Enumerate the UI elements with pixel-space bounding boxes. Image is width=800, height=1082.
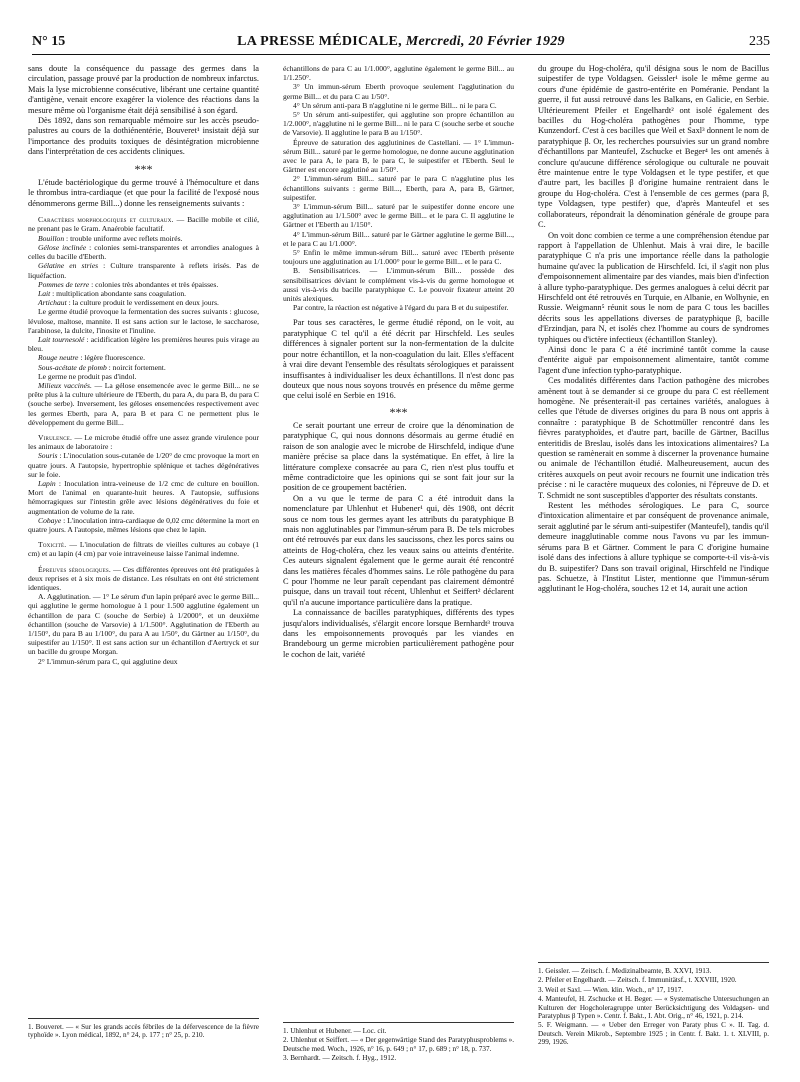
term: Artichaut (38, 298, 67, 308)
text: : colonies très abondantes et très épaisses. (89, 279, 219, 289)
list-item (28, 234, 259, 243)
paragraph: On voit donc combien ce terme a une compréhension étendue par rapport à l'appellation de Uhlenhut. Mais à vrai dire, le bacille paratyphique C n'a pris une importance réelle dans la pathologie humaine qu'avec la publication de Hirschfeld. Ici, il s'agit non plus d'empoisonnement alimentaire par des viandes, mais bien d'infection à allure typho-paratyphique. Des germes analogues à celui décrit par Hirschfeld ont été retrouvés en Turquie, en Albanie, en Wolhynie, en Russie. Weigmann⁵ réunit sous le nom de para C tous les bacilles décrits sous les appellations diverses de paratyphique β, bacille d'Erzindjan, para N, et isolés chez l'homme au cours de syndromes typhiques ou d'ictère infectieux (échantillon Stanley). (538, 230, 769, 344)
list-item (28, 516, 259, 534)
paragraph: 4° Un sérum anti-para B n'agglutine ni le germe Bill... ni le para C. (293, 100, 497, 110)
paragraph: Dès 1892, dans son remarquable mémoire sur les accès pseudo-palustres au cours de la dothiénentérie, Bouveret¹ insistait déjà sur l'importance des produits toxiques de désintégration microbienne dans l'interprétation de ces accidents cliniques. (28, 116, 259, 157)
list-item (28, 261, 259, 279)
paragraph: 4° L'immun-sérum Bill... saturé par le Gärtner agglutine le germe Bill..., et le para C au 1/1.000°. (283, 229, 514, 248)
paragraph: Ces modalités différentes dans l'action pathogène des microbes amènent tout à se demander si ce groupe du para C est réellement homogène. Ne présenterait-il pas certaines variétés, analogues à celles que l'étude de diverses origines du para B nous ont appris à connaître : paratyphique B de Schottmüller rencontré dans les fièvres paratyphoïdes, et d'autre part, bacille de Gärtner, Bacillus enteritidis de Breslau, isolés dans les intoxications alimentaires? La question se ramènerait en somme à discerner la provenance humaine ou animale de l'échantillon étudié. Malheureusement, aucun des critères auxquels on peut avoir recours ne fournit une indication très précise : ni le caractère muqueux des colonies, ni l'épreuve de D. et T. Schmidt ne sont susceptibles d'apporter des résultats constants. (538, 376, 769, 500)
list-item (28, 280, 259, 289)
column-left (28, 64, 259, 666)
footnote: 5. F. Weigmann. — « Ueber den Erreger von Paraty phus C ». II. Tag. d. Deutsch. Verein Mikrob., Septembre 1925 ; in Centr. f. Bakt. 1. t. XLVIII, p. 299, 1926. (538, 1021, 769, 1047)
text: : multiplication abondante sans coagulation. (50, 288, 187, 298)
footnote: 1. Geissler. — Zeitsch. f. Medizinalbeamte, B. XXVI, 1913. (538, 967, 712, 975)
paragraph: Ainsi donc le para C a été incriminé tantôt comme la cause d'entérite aiguë par empoisonnement alimentaire, tantôt comme l'agent d'une infection typho-paratyphique. (538, 344, 769, 375)
journal-name: LA PRESSE MÉDICALE, (237, 34, 402, 49)
paragraph: A. Agglutination. — 1° Le sérum d'un lapin préparé avec le germe Bill... qui agglutine le germe homologue à 1 pour 1.500 agglutine également un échantillon de para C (souche de Serbie) à 1/2000°, et un deuxième échantillon (souche de Varsovie) à 1/1.500°. Agglutination de l'Eberth au 1/150°, du para B au 1/100°, du para A au 1/50°, du Gärtner au 1/150°, du suipestifer au 1/150°. Il est sans action sur un échantillon d'Aertryck et sur un bacille du groupe Morgan. (28, 592, 259, 657)
journal-title-line (32, 34, 770, 50)
section-separator: *** (389, 404, 408, 419)
paragraph: On a vu que le terme de para C a été introduit dans la nomenclature par Uhlenhut et Hubener¹ qui, dès 1908, ont décrit sous ce nom tous les germes ayant les attributs du paratyphique B mais non agglutinables par l'immun-sérum para B. De tels microbes ont été retrouvés par eux dans les saucissons, chez les porcs sains ou atteints de Hog-choléra, chez les veaux sains ou atteints d'entérite. Ces auteurs signalent également que le germe aurait été rencontré dans les matières fécales d'hommes sains. Le rôle pathogène du para C pour l'homme ne leur paraît cependant pas clairement démontré puisque, dans un travail tout récent, Uhlenhut et Seiffert² déclarent qu'il n'a aucune importance particulière dans la pratique. (283, 493, 514, 607)
issue-number: N° 15 (32, 34, 66, 49)
list-item (28, 243, 259, 261)
list-item (28, 353, 259, 362)
text: : noircit fortement. (106, 362, 166, 372)
footnote: 4. Manteufel, H. Zschucke et H. Beger. — « Systematische Untersuchungen an Kulturen der Hogcholeragruppe unter Berücksichtigung des Voldagsen- und Paratyphus β Typen ». Centr. f. Bakt., I. Abt. Orig., n° 46, 1921, p. 214. (538, 995, 769, 1021)
paragraph (28, 215, 259, 233)
section-heading: Épreuves sérologiques. (38, 564, 112, 574)
term: Lait (38, 288, 51, 298)
paragraph: échantillons de para C au 1/1.000°, agglutine également le germe Bill... au 1/1.250°. (283, 64, 514, 83)
text: : acidification légère les premières heures puis virage au bleu. (28, 334, 260, 354)
paragraph: B. Sensibilisatrices. — L'immun-sérum Bill... possède des sensibilisatrices déviant le complément vis-à-vis du germe homologue et aussi vis-à-vis du bacille paratyphique C. Le pouvoir fixateur atteint 20 unités alexiques. (283, 266, 514, 304)
text: : Culture transparente à reflets irisés. Pas de liquéfaction. (28, 261, 259, 280)
paragraph: L'étude bactériologique du germe trouvé à l'hémoculture et dans le thrombus intra-cardiaque (et que pour la facilité de l'exposé nous dénommerons germe Bill...) donne les renseignements suivants : (28, 178, 259, 208)
section-heading: Virulence. (38, 432, 73, 442)
footnote: 2. Uhlenhut et Seiffert. — « Der gegenwärtige Stand des Paratyphusproblems ». Deutsche med. Woch., 1926, n° 16, p. 649 ; n° 17, p. 689 ; n° 18, p. 737. (283, 1036, 514, 1053)
paragraph: 5° Enfin le même immun-sérum Bill... saturé avec l'Eberth présente toujours une agglutination au 1/1.000° pour le germe Bill... et le para C. (283, 248, 514, 267)
paragraph: 2° L'immun-sérum para C, qui agglutine deux (38, 656, 178, 666)
issue-date: Mercredi, 20 Février 1929 (405, 34, 565, 49)
list-item (28, 335, 259, 353)
footnotes-right (538, 962, 769, 1048)
paragraph: Par tous ses caractères, le germe étudié répond, on le voit, au paratyphique C tel qu'il a été décrit par Hirschfeld. Les seules différences à signaler portent sur la non-fermentation de la dulcite pour notre échantillon, et la non-coagulation du lait. Elles s'effacent à vrai dire devant l'ensemble des résultats sérologiques et paraissent insuffisantes à individualiser les deux échantillons. Il n'est donc pas douteux que nous nous soyons trouvés en présence du même germe que celui isolé en Serbie en 1916. (283, 318, 514, 401)
list-item (28, 298, 259, 307)
column-middle (283, 64, 514, 660)
term: Lait tournesolé (38, 334, 85, 344)
text: : Inoculation intra-veineuse de 1/2 cmc de culture en bouillon. Mort de l'animal en quarante-huit heures. A l'autopsie, suffusions hémorragiques sur l'intestin grêle avec lésions dégénératives du foie et augmentation de volume de la rate. (28, 478, 259, 516)
term: Souris (38, 451, 58, 461)
text: : L'inoculation intra-cardiaque de 0,02 cmc détermine la mort en quatre jours. A l'autopsie, mêmes lésions que chez le lapin. (28, 515, 259, 534)
term: Cobaye (38, 515, 62, 525)
term: Gélose inclinée (38, 242, 87, 252)
footnote: 3. Weil et Saxl. — Wien. klin. Woch., n° 17, 1917. (538, 985, 684, 994)
list-item (28, 451, 259, 479)
term: Rouge neutre (38, 353, 79, 363)
text: : colonies semi-transparentes et arrondies analogues à celles du bacille d'Eberth. (28, 242, 259, 262)
term: Milieux vaccinés. (38, 380, 92, 390)
paragraph (28, 565, 259, 593)
section-separator: *** (134, 161, 153, 176)
list-item (28, 289, 259, 298)
text: : trouble uniforme avec reflets moirés. (64, 233, 183, 243)
list-item (28, 363, 259, 372)
term: Bouillon (38, 233, 65, 243)
paragraph: sans doute la conséquence du passage des germes dans la circulation, passage prouvé par la production de nombreux infarctus. Mais la lyse microbienne consécutive, libérant une certaine quantité d'antigène, venait encore exagérer la violence des réactions dans la mesure même où l'organisme était déjà sensibilisé à son égard. (28, 64, 259, 115)
page-header (32, 28, 770, 55)
term: Lapin (38, 478, 56, 488)
footnote: 1. Uhlenhut et Hubener. — Loc. cit. (283, 1027, 387, 1035)
section-heading: Toxicité. (38, 540, 67, 550)
footnote: 1. Bouveret. — « Sur les grands accès fébriles de la défervescence de la fièvre typhoïde ». Lyon médical, 1892, n° 24, p. 177 ; n° 25, p. 210. (28, 1023, 259, 1040)
list-item: Le germe ne produit pas d'indol. (38, 371, 137, 381)
list-item (28, 479, 259, 516)
text: — L'inoculation de filtrats de vieilles cultures au cobaye (1 cm) et au lapin (4 cm) par voie intraveineuse laisse l'animal indemne. (28, 540, 259, 559)
paragraph (28, 433, 259, 451)
paragraph: 2° L'immun-sérum Bill... saturé par le para C n'agglutine plus les échantillons suivants : germe Bill..., Eberth, para A, para B, Gärtner, suipestifer. (283, 174, 514, 202)
paragraph: 3° L'immun-sérum Bill... saturé par le suipestifer donne encore une agglutination au 1/1.500° avec le germe Bill... et le para C. Il agglutine le Gärtner et l'Eberth au 1/150°. (283, 202, 514, 230)
paragraph: Épreuve de saturation des agglutinines de Castellani. — 1° L'immun-sérum Bill... saturé par le germe homologue, ne donne aucune agglutination avec le para A, le para B, le para C, le suipestifer et l'Eberth. Seul le Gärtner est encore agglutiné au 1/50°. (283, 137, 514, 175)
page-number: 235 (749, 34, 770, 49)
paragraph: Par contre, la réaction est négative à l'égard du para B et du suipestifer. (293, 303, 509, 313)
footnotes-left (28, 1018, 259, 1041)
text: : la culture produit le verdissement en deux jours. (66, 298, 219, 308)
text: — La gélose ensemencée avec le germe Bill... ne se prête plus à la culture ultérieure de l'Eberth, du para A, du para B, du para C (souche serbe). Inversement, les géloses ensemencées respectivement avec les germes Eberth, para A, para B et para C ne permettent plus le développement du germe Bill... (28, 380, 259, 427)
list-item (28, 381, 259, 427)
text: — Le microbe étudié offre une assez grande virulence pour les animaux de laboratoire : (28, 432, 259, 452)
paragraph: 5° Un sérum anti-suipestifer, qui agglutine son propre échantillon au 1/2.000°, n'agglutine ni le germe Bill... ni le para C (souche serbe et souche de Varsovie). Il agglutine le para B au 1/150°. (283, 110, 514, 138)
footnotes-middle (283, 1022, 514, 1064)
column-right (538, 64, 769, 595)
paragraph (28, 540, 259, 558)
term: Gélatine en stries (38, 261, 99, 271)
text: — Ces différentes épreuves ont été pratiquées à deux reprises et à six mois de distance. Les résultats en ont été strictement identiques. (28, 564, 259, 592)
text: — Bacille mobile et cilié, ne prenant pas le Gram. Anaérobie facultatif. (28, 215, 259, 234)
term: Pommes de terre (38, 279, 90, 289)
paragraph: 3° Un immun-sérum Eberth provoque seulement l'agglutination du germe Bill... et du para C au 1/50°. (283, 82, 514, 101)
footnote: 3. Bernhardt. — Zeitsch. f. Hyg., 1912. (283, 1054, 397, 1063)
paragraph: Ce serait pourtant une erreur de croire que la dénomination de paratyphique C, qui nous donnons désormais au germe étudié en raison de son analogie avec le microbe de Hirschfeld, indique d'une manière précise sa place dans la systématique. En effet, à lire la littérature complexe consacrée au para C, rien n'est plus touffu et même contradictoire que les opinions qui se sont fait jour sur la position de ce groupement bactérien. (283, 420, 514, 493)
footnote: 2. Pfeiler et Engelhardt. — Zeitsch. f. Immunitätsf., t. XXVIII, 1920. (538, 976, 737, 985)
paragraph: La connaissance de bacilles paratyphiques, différents des types jusqu'alors individualisés, s'élargit encore lorsque Bernhardt³ trouva dans les empoisonnements provoqués par les viandes en Brandebourg un germe microbien particulièrement pathogène pour le cochon de lait, variété (283, 608, 514, 659)
section-heading: Caractères morphologiques et culturaux. (38, 215, 174, 225)
text: : L'inoculation sous-cutanée de 1/20° de cmc provoque la mort en quatre jours. A l'autopsie, hypertrophie splénique et taches dégénératives sur le foie. (28, 451, 259, 479)
text: : légère fluorescence. (78, 353, 146, 363)
term: Sous-acétate de plomb (38, 362, 107, 372)
list-item: Le germe étudié provoque la fermentation des sucres suivants : glucose, lévulose, maltose, mannite. Il est sans action sur le lactose, le saccharose, l'arabinose, la dulcite, l'inosite et l'inuline. (28, 307, 259, 335)
paragraph: Restent les méthodes sérologiques. Le para C, source d'intoxication alimentaire et par conséquent de provenance animale, serait agglutiné par le sérum anti-suipestifer (Manteufel), tandis qu'il demeure inagglutinable comme nous l'avons vu par les immun-sérums para B et Gärtner. Comment le para C d'origine humaine isolé dans des infections à allure typhique se comporte-t-il vis-à-vis du B. suipestifer? Dans son travail original, Hirschfeld ne l'indique pas. Schuetze, à l'Institut Lister, mentionne que l'immun-sérum agglutinant le Hog-choléra, souches 12 et 14, aurait une action (538, 501, 769, 594)
paragraph: du groupe du Hog-choléra, qu'il désigna sous le nom de Bacillus suipestifer de type Voldagsen. Geissler¹ isole le même germe au cours d'une épidémie de gastro-entérite en Poméranie. Pendant la guerre, il fut aussi retrouvé dans les Balkans, en Galicie, en Serbie. Ultérieurement Pfeiler et Engelhardt² ont isolé également des bacilles du Hog-choléra pathogènes pour l'homme, type Kunzendorf. C'est à ces bacilles que Weil et Saxl³ donnent le nom de paratyphique β. Or, les recherches poursuivies sur un grand nombre d'échantillons par Manteufel, Zschucke et Beger⁴ les ont amenés à conclure qu'aucune différence sérologique ou culturale ne pouvait être maintenue entre le type Voldagsen et le type pestifer, et que d'autre part, les bacilles β d'origine humaine rentraient dans le groupe du Hog-choléra. C'est à l'ensemble de ces germes (para β, type Voldagsen, type pestifer) que, d'après Manteufel et ses collaborateurs, répondrait la dénomination générale de groupe para C. (538, 64, 769, 230)
